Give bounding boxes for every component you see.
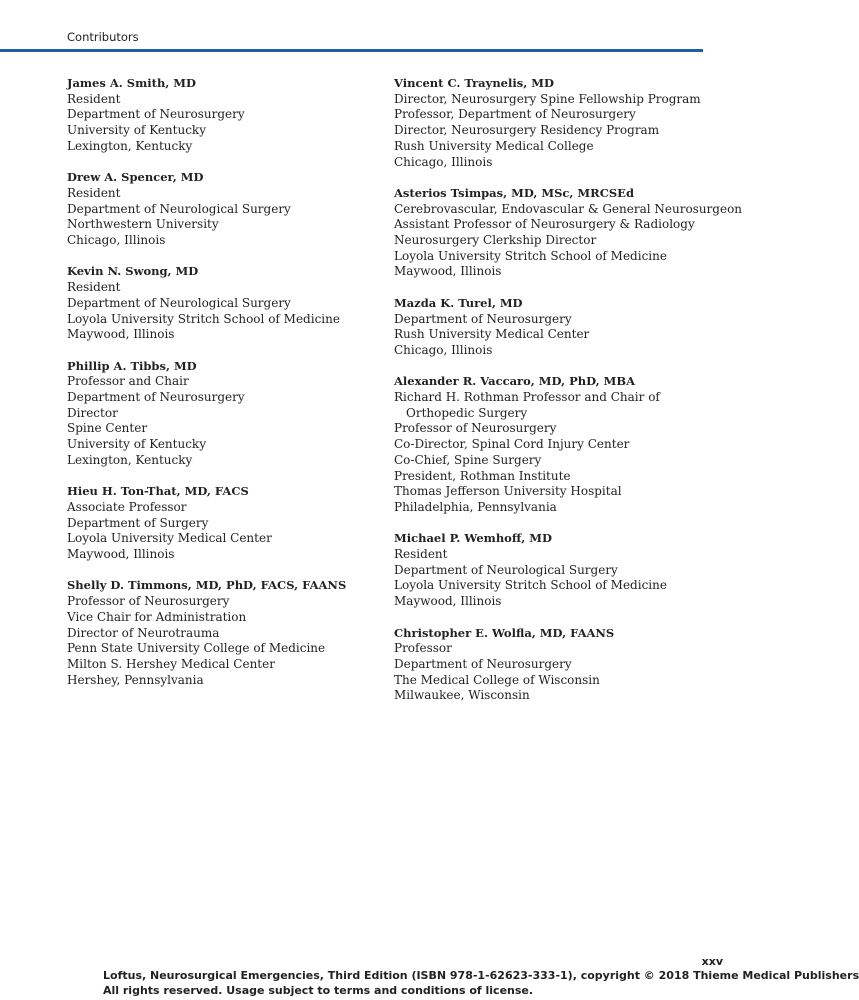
contributor-affiliation-line: Department of Neurosurgery	[394, 656, 572, 671]
contributor-affiliation-line: Department of Neurosurgery	[394, 311, 572, 326]
right-column	[394, 76, 743, 720]
page-header	[0, 0, 772, 56]
contributor-affiliation-line: Resident	[394, 547, 448, 562]
contributor-entry	[394, 626, 724, 705]
contributor-affiliation-line: Vice Chair for Administration	[67, 609, 247, 624]
contributor-affiliation-line: Thomas Jefferson University Hospital	[394, 484, 622, 499]
contributor-name: Hieu H. Ton-That, MD, FACS	[67, 484, 249, 499]
contributor-name: Christopher E. Wolfla, MD, FAANS	[394, 625, 615, 640]
contributor-affiliation-line: Loyola University Medical Center	[67, 531, 272, 546]
contributor-name: Vincent C. Traynelis, MD	[394, 76, 554, 90]
contributor-entry	[67, 359, 377, 469]
contributor-affiliation-line: Maywood, Illinois	[67, 327, 175, 342]
contributor-affiliation-line: Professor of Neurosurgery	[67, 594, 230, 609]
contributor-affiliation-line: Lexington, Kentucky	[67, 138, 193, 153]
contributor-entry	[67, 578, 377, 688]
contributor-name: Shelly D. Timmons, MD, PhD, FACS, FAANS	[67, 578, 347, 593]
contributor-affiliation-line: The Medical College of Wisconsin	[394, 672, 600, 687]
contributor-name: Mazda K. Turel, MD	[394, 295, 523, 310]
contributor-name: Drew A. Spencer, MD	[67, 170, 204, 185]
contributor-affiliation-line: Department of Neurological Surgery	[67, 201, 291, 216]
contributor-affiliation-line: Resident	[67, 185, 121, 200]
contributor-affiliation-line: Department of Neurological Surgery	[67, 295, 291, 310]
contributor-affiliation-line: Maywood, Illinois	[394, 594, 502, 609]
contributor-affiliation-line: Co-Director, Spinal Cord Injury Center	[394, 437, 630, 452]
contributor-name: Phillip A. Tibbs, MD	[67, 358, 197, 373]
contributor-entry	[67, 484, 377, 563]
contributor-affiliation-line: Director of Neurotrauma	[67, 625, 220, 640]
left-column	[67, 76, 377, 704]
contributor-affiliation-line: Department of Neurosurgery	[67, 107, 245, 122]
contributor-affiliation-line: Spine Center	[67, 421, 148, 436]
contributor-affiliation-line: Orthopedic Surgery	[406, 405, 528, 420]
contributor-entry	[394, 531, 724, 610]
contributor-affiliation-line: Neurosurgery Clerkship Director	[394, 233, 597, 248]
header-rule	[0, 49, 703, 52]
contributor-name: Kevin N. Swong, MD	[67, 264, 199, 279]
contributor-affiliation-line: Rush University Medical Center	[394, 327, 590, 342]
contributor-affiliation-line: Assistant Professor of Neurosurgery & Radiology	[394, 217, 695, 232]
contributor-affiliation-line: Department of Neurosurgery	[67, 390, 245, 405]
contributor-entry	[394, 185, 743, 280]
section-title: Contributors	[67, 30, 139, 44]
contributor-affiliation-line: Milton S. Hershey Medical Center	[67, 656, 275, 671]
contributor-affiliation-line: Loyola University Stritch School of Medicine	[394, 578, 667, 593]
contributor-affiliation-line: University of Kentucky	[67, 123, 206, 138]
contributor-affiliation-line: Professor	[394, 641, 452, 656]
contributor-affiliation-line: Professor and Chair	[67, 374, 189, 389]
contributor-affiliation-line: Resident	[67, 91, 121, 106]
contributor-affiliation-line: Professor, Department of Neurosurgery	[394, 107, 636, 122]
contributor-affiliation-line: Loyola University Stritch School of Medicine	[67, 311, 340, 326]
contributor-entry	[394, 374, 724, 515]
contributor-affiliation-line: Director	[67, 405, 118, 420]
contributor-affiliation-line: Penn State University College of Medicine	[67, 641, 326, 656]
contributor-affiliation-line: Director, Neurosurgery Residency Program	[394, 123, 660, 138]
contributor-name: James A. Smith, MD	[67, 76, 197, 90]
contributor-affiliation-line: Department of Neurological Surgery	[394, 562, 618, 577]
footer-line-1: Loftus, Neurosurgical Emergencies, Third Edition (ISBN 978-1-62623-333-1), copyright © 2018 Thieme Medical Publishers	[103, 969, 859, 982]
contributor-affiliation-line: Milwaukee, Wisconsin	[394, 688, 530, 703]
contributor-name: Asterios Tsimpas, MD, MSc, MRCSEd	[394, 185, 634, 200]
contributor-affiliation-line: Maywood, Illinois	[67, 547, 175, 562]
contributor-affiliation-line: Resident	[67, 280, 121, 295]
contributor-name: Alexander R. Vaccaro, MD, PhD, MBA	[394, 374, 636, 389]
contributor-affiliation-line: University of Kentucky	[67, 437, 206, 452]
contributor-entry	[394, 76, 724, 170]
contributor-affiliation-line: Department of Surgery	[67, 515, 209, 530]
contributor-entry	[67, 264, 377, 343]
footer-line-2: All rights reserved. Usage subject to terms and conditions of license.	[103, 984, 534, 997]
copyright-footer	[103, 968, 859, 998]
contributor-affiliation-line: Philadelphia, Pennsylvania	[394, 499, 557, 514]
contributor-affiliation-line: Maywood, Illinois	[394, 264, 502, 279]
contributor-name: Michael P. Wemhoff, MD	[394, 531, 552, 546]
contributor-affiliation-line: Loyola University Stritch School of Medicine	[394, 248, 667, 263]
contributor-affiliation-line: Associate Professor	[67, 499, 187, 514]
contributor-entry	[67, 170, 377, 249]
contributor-affiliation-line: President, Rothman Institute	[394, 468, 571, 483]
contributor-affiliation-line: Richard H. Rothman Professor and Chair of	[394, 390, 660, 405]
contributor-affiliation-line: Rush University Medical College	[394, 138, 594, 153]
contributor-affiliation-line: Cerebrovascular, Endovascular & General Neurosurgeon	[394, 201, 743, 216]
contributor-affiliation-line: Hershey, Pennsylvania	[67, 672, 204, 687]
contributor-affiliation-line: Director, Neurosurgery Spine Fellowship Program	[394, 91, 701, 106]
contributor-affiliation-line: Professor of Neurosurgery	[394, 421, 557, 436]
contributor-affiliation-line: Chicago, Illinois	[394, 342, 493, 357]
page-number: xxv	[701, 955, 723, 968]
contributor-affiliation-line: Northwestern University	[67, 217, 219, 232]
contributor-affiliation-line: Chicago, Illinois	[67, 233, 166, 248]
contributor-affiliation-line: Lexington, Kentucky	[67, 452, 193, 467]
contributor-entry	[67, 76, 377, 155]
contributor-affiliation-line: Chicago, Illinois	[394, 154, 493, 169]
contributor-affiliation-line: Co-Chief, Spine Surgery	[394, 452, 542, 467]
contributor-entry	[394, 296, 724, 359]
